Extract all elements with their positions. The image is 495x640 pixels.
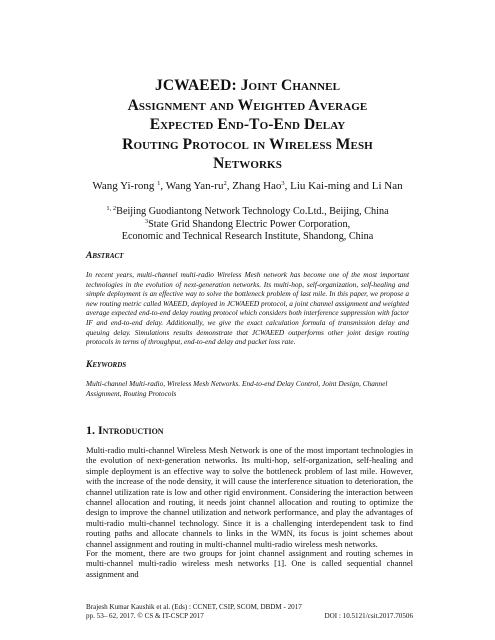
- affiliation-text: State Grid Shandong Electric Power Corporation,: [148, 218, 351, 230]
- affiliation-superscript: 1, 2: [106, 205, 117, 212]
- section-title: Introduction: [98, 423, 164, 437]
- abstract-heading: Abstract: [86, 251, 124, 261]
- author-name: Wang Yan-ru: [165, 180, 224, 192]
- footer-row: [86, 612, 413, 621]
- author-name: Liu Kai-ming and Li Nan: [290, 180, 403, 192]
- author-list: [40, 180, 455, 192]
- title-line: Assignment and Weighted Average: [127, 96, 368, 114]
- affiliation-line: [40, 231, 455, 244]
- footer-pages: pp. 53– 62, 2017. © CS & IT-CSCP 2017: [86, 612, 204, 620]
- affiliation-text: Beijing Guodiantong Network Technology Co.Ltd., Beijing, China: [116, 206, 389, 217]
- title-line: JCWAEED: Joint Channel: [154, 77, 341, 94]
- body-paragraph: For the moment, there are two groups for joint channel assignment and routing schemes in multi-channel multi-radio wireless mesh networks [1]. One is called sequential channel assignment and: [86, 548, 413, 579]
- introduction-heading: [86, 423, 164, 438]
- keywords-heading: Keywords: [86, 360, 127, 370]
- affiliation-line: [40, 219, 455, 232]
- page-footer: [86, 603, 413, 621]
- author-superscript: 1: [157, 180, 161, 187]
- footer-proceedings: Brajesh Kumar Kaushik et al. (Eds) : CCNET, CSIP, SCOM, DBDM - 2017: [86, 603, 302, 611]
- title-line: Expected End-To-End Delay: [149, 116, 346, 133]
- body-paragraph: Multi-radio multi-channel Wireless Mesh Network is one of the most important technologies in the evolution of next-generation networks. Its multi-hop, self-organization, self-healing and simple deployment is an effective way to solve the bottleneck problem of last mile. However, with the increase of the node density, it will cause the interference situation to deterioration, the channel utilization rate is low and other rigid environment. Considering the interaction between channel allocation and routing, it needs joint channel allocation and routing to optimize the design to improve the channel utilization and network performance, and play the advantages of multi-radio multi-channel technology. Since it is a challenging interdependent task to find routing paths and allocate channels to links in the WMN, its focus is joint schemes about channel assignment and routing in multi-channel multi-radio wireless mesh networks.: [86, 445, 413, 549]
- author-name: Wang Yi-rong: [92, 180, 155, 192]
- title-line: Networks: [213, 155, 282, 172]
- paper-title: [60, 76, 435, 174]
- affiliation-superscript: 3: [144, 217, 149, 225]
- author-name: Zhang Hao: [232, 180, 282, 192]
- author-superscript: 3: [281, 180, 285, 187]
- abstract-text: In recent years, multi-channel multi-radio Wireless Mesh network has become one of the most important technologies in the evolution of next-generation networks. Its multi-hop, self-organization, self-healing and simple deployment is an effective way to solve the bottleneck problem of last mile. In this paper, we propose a new routing metric called WAEED, deployed in JCWAEED protocol, a joint channel assignment and weighted average expected end-to-end delay routing protocol which considers both interference suppression with factor IF and end-to-end delay. Additionally, we give the exact calculation formula of transmission delay and queuing delay. Simulations results demonstrate that JCWAEED outperforms other joint design routing protocols in terms of throughput, end-to-end delay and packet loss rate.: [86, 270, 409, 347]
- section-number: 1.: [86, 423, 95, 437]
- author-superscript: 2: [223, 180, 227, 187]
- author-separator: ,: [160, 180, 166, 192]
- affiliation-block: [40, 206, 455, 244]
- affiliation-text: Economic and Technical Research Institute, Shandong, China: [121, 231, 374, 242]
- affiliation-line: [40, 206, 455, 219]
- author-separator: ,: [226, 180, 233, 192]
- author-separator: ,: [284, 180, 291, 192]
- keywords-text: Multi-channel Multi-radio, Wireless Mesh Networks. End-to-end Delay Control, Joint Design, Channel Assignment, Routing Protocols: [86, 379, 388, 398]
- title-line: Routing Protocol in Wireless Mesh: [122, 135, 373, 153]
- footer-doi: DOI : 10.5121/csit.2017.70506: [324, 612, 413, 620]
